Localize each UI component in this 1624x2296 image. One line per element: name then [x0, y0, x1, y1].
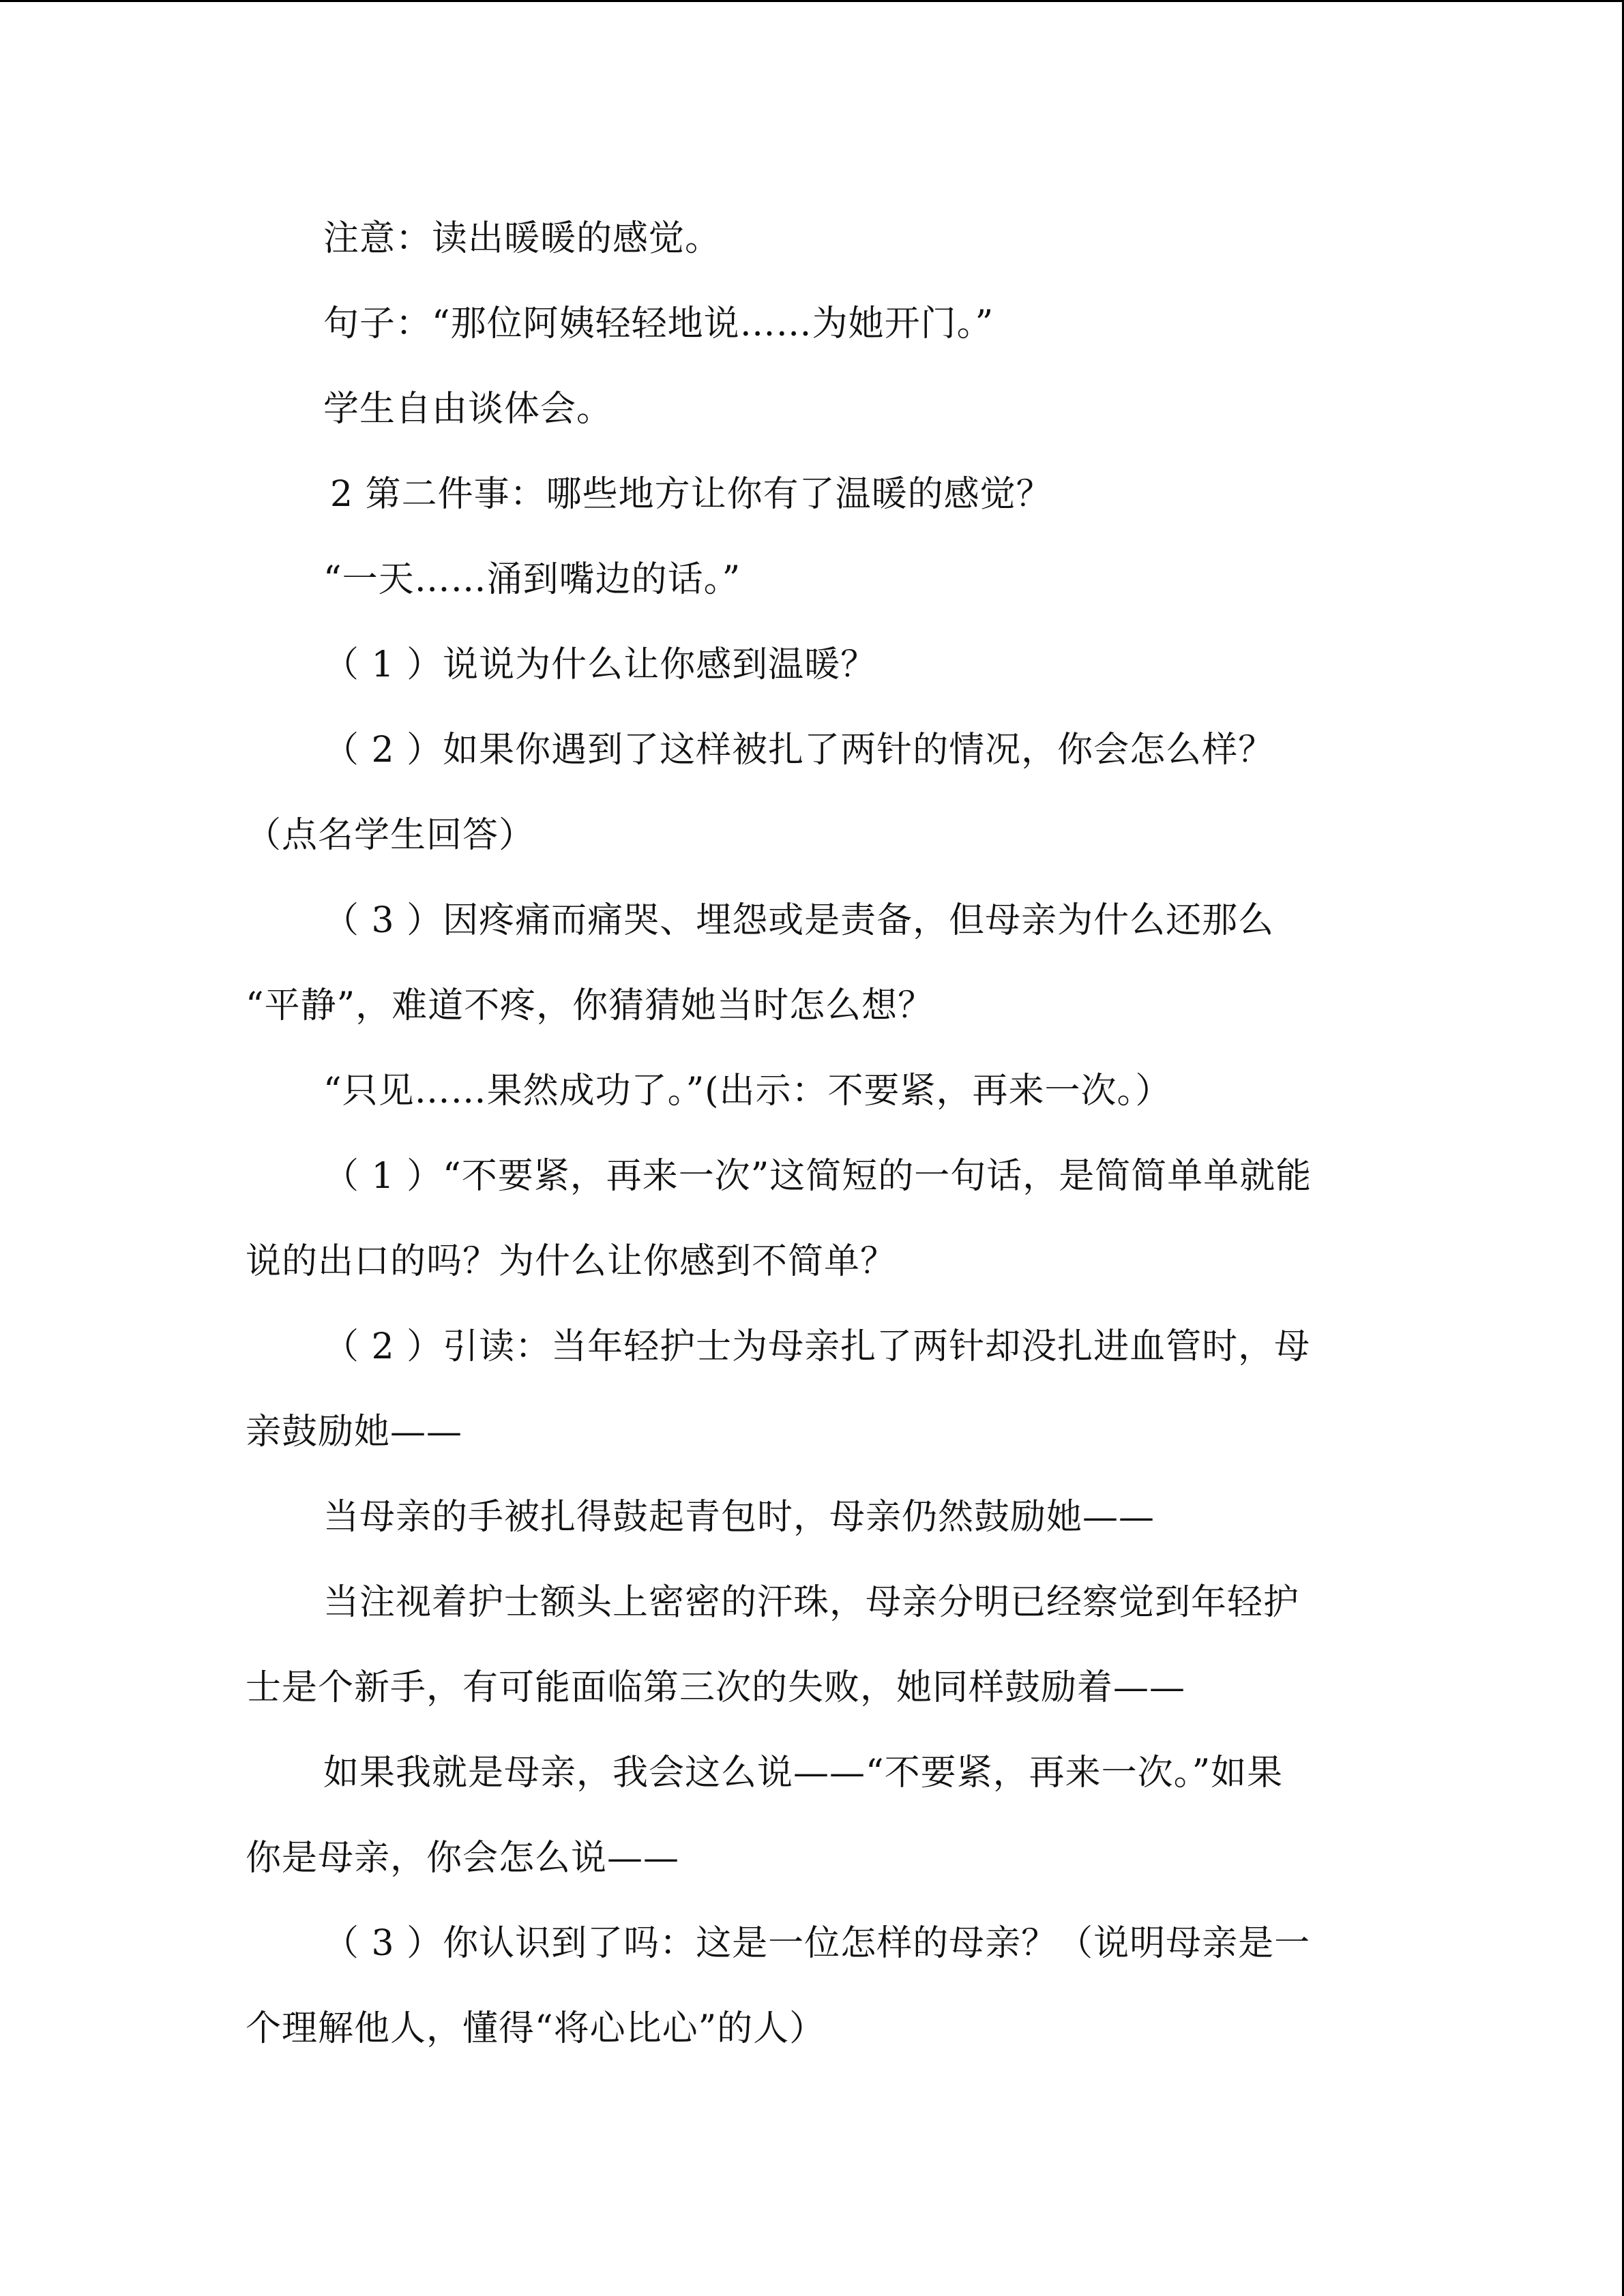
text-line: 说的出口的吗？为什么让你感到不简单？ [246, 1241, 897, 1282]
text-line: （ 3 ）你认识到了吗：这是一位怎样的母亲？（说明母亲是一 [323, 1923, 1311, 1964]
text-line: “平静”，难道不疼，你猜猜她当时怎么想？ [246, 985, 934, 1026]
text-line: 你是母亲，你会怎么说—— [246, 1838, 680, 1879]
text-line: 如果我就是母亲，我会这么说——“不要紧，再来一次。”如果 [323, 1753, 1284, 1793]
text-line: 2 第二件事：哪些地方让你有了温暖的感觉？ [330, 474, 1052, 515]
text-line: 士是个新手，有可能面临第三次的失败，她同样鼓励着—— [246, 1667, 1186, 1708]
text-line: “一天……涌到嘴边的话。” [323, 559, 741, 600]
text-line: （ 1 ）“不要紧，再来一次”这简短的一句话，是简简单单就能 [323, 1156, 1312, 1197]
text-line: （ 2 ）如果你遇到了这样被扎了两针的情况，你会怎么样？ [323, 730, 1275, 771]
text-line: （ 3 ）因疼痛而痛哭、埋怨或是责备，但母亲为什么还那么 [323, 900, 1275, 941]
text-line: 注意：读出暖暖的感觉。 [323, 218, 722, 259]
text-line: 当母亲的手被扎得鼓起青包时，母亲仍然鼓励她—— [323, 1497, 1155, 1538]
text-line: （点名学生回答） [246, 815, 535, 856]
text-line: （ 1 ）说说为什么让你感到温暖？ [323, 644, 877, 685]
text-line: “只见……果然成功了。”(出示：不要紧，再来一次。） [323, 1071, 1172, 1112]
text-line: 亲鼓励她—— [246, 1412, 463, 1452]
text-line: 个理解他人，懂得“将心比心”的人） [246, 2008, 826, 2049]
text-line: 句子：“那位阿姨轻轻地说……为她开门。” [323, 303, 994, 344]
text-line: 当注视着护士额头上密密的汗珠，母亲分明已经察觉到年轻护 [323, 1582, 1300, 1623]
text-line: （ 2 ）引读：当年轻护士为母亲扎了两针却没扎进血管时，母 [323, 1326, 1311, 1367]
text-line: 学生自由谈体会。 [323, 389, 613, 430]
